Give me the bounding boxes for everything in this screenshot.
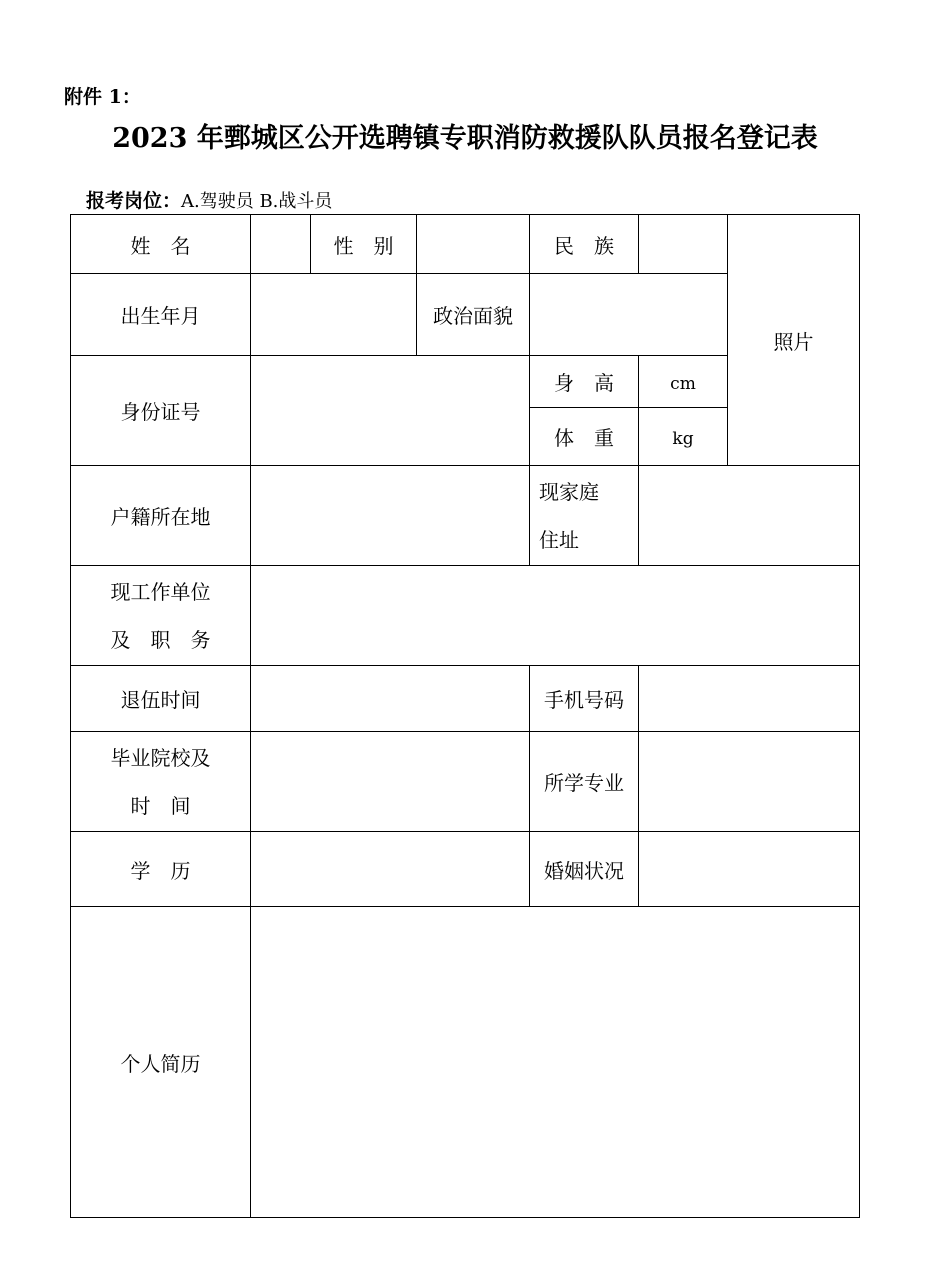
registration-form-table [70, 214, 860, 1218]
row-name [71, 215, 860, 274]
row-school [71, 732, 860, 832]
weight-label: 体 重 [530, 408, 639, 466]
school-label-line2: 时 间 [130, 793, 191, 818]
marital-label: 婚姻状况 [530, 832, 639, 907]
address-label-line2: 住址 [539, 527, 579, 552]
row-education [71, 832, 860, 907]
position-options: A.驾驶员 B.战斗员 [181, 191, 333, 212]
row-work [71, 566, 860, 666]
photo-label: 照片 [773, 329, 814, 354]
row-retire [71, 666, 860, 732]
position-label: 报考岗位： [86, 190, 182, 212]
political-field[interactable] [530, 274, 728, 356]
resume-label: 个人简历 [71, 907, 251, 1218]
major-label: 所学专业 [530, 732, 639, 832]
phone-field[interactable] [639, 666, 860, 732]
gender-label: 性 别 [311, 215, 417, 274]
id-field[interactable] [251, 356, 530, 466]
height-field[interactable] [639, 356, 728, 408]
birth-label: 出生年月 [71, 274, 251, 356]
school-field[interactable] [251, 732, 530, 832]
photo-cell[interactable] [728, 215, 860, 466]
work-label-line2: 及 职 务 [110, 627, 211, 652]
major-field[interactable] [639, 732, 860, 832]
row-hukou [71, 466, 860, 566]
hukou-field[interactable] [251, 466, 530, 566]
work-label [71, 566, 251, 666]
resume-field[interactable] [251, 907, 860, 1218]
retire-field[interactable] [251, 666, 530, 732]
education-label: 学 历 [71, 832, 251, 907]
school-label-line1: 毕业院校及 [110, 745, 211, 770]
page-title: 2023 年鄄城区公开选聘镇专职消防救援队队员报名登记表 [112, 123, 818, 154]
name-label: 姓 名 [71, 215, 251, 274]
hukou-label: 户籍所在地 [71, 466, 251, 566]
ethnicity-field[interactable] [639, 215, 728, 274]
political-label: 政治面貌 [417, 274, 530, 356]
marital-field[interactable] [639, 832, 860, 907]
school-label [71, 732, 251, 832]
work-field[interactable] [251, 566, 860, 666]
height-label: 身 高 [530, 356, 639, 408]
weight-unit: kg [672, 428, 694, 449]
birth-field[interactable] [251, 274, 417, 356]
education-field[interactable] [251, 832, 530, 907]
gender-field[interactable] [417, 215, 530, 274]
address-label-line1: 现家庭 [539, 479, 599, 504]
row-resume [71, 907, 860, 1218]
work-label-line1: 现工作单位 [110, 579, 211, 604]
retire-label: 退伍时间 [71, 666, 251, 732]
attachment-label: 附件 1： [64, 86, 141, 108]
phone-label: 手机号码 [530, 666, 639, 732]
id-label: 身份证号 [71, 356, 251, 466]
address-field[interactable] [639, 466, 860, 566]
ethnicity-label: 民 族 [530, 215, 639, 274]
weight-field[interactable] [639, 408, 728, 466]
height-unit: cm [670, 373, 696, 394]
position-line [86, 186, 332, 213]
address-label [530, 466, 639, 566]
name-field[interactable] [251, 215, 311, 274]
